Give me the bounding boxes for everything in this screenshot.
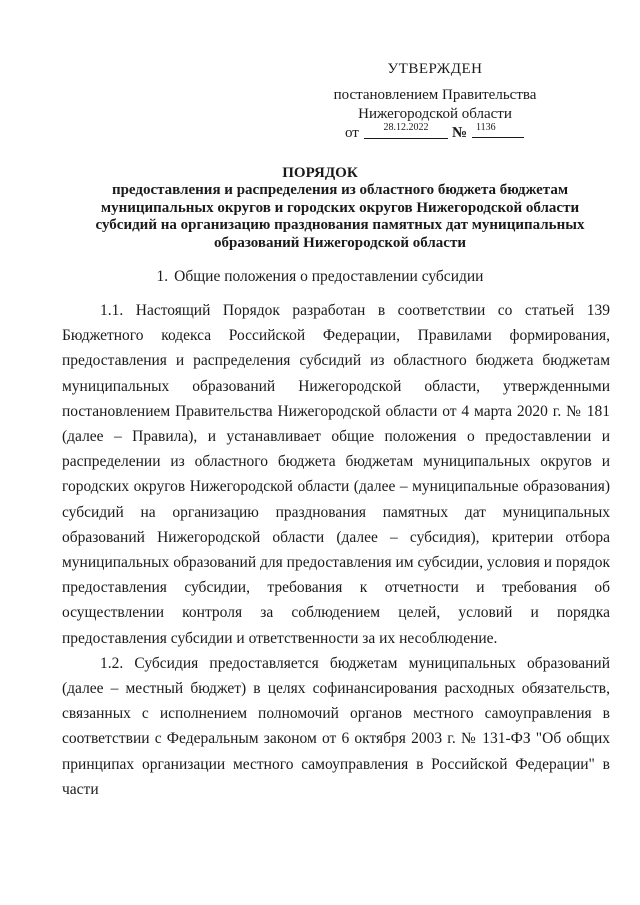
- document-body: [62, 298, 610, 802]
- approval-line-2: Нижегородской области: [358, 106, 512, 122]
- document-title: ПОРЯДОК: [282, 165, 358, 181]
- approval-heading: УТВЕРЖДЕН: [387, 61, 483, 77]
- number-label: №: [452, 125, 468, 141]
- section-heading: [0, 268, 640, 286]
- approval-date: 28.12.2022: [364, 120, 448, 139]
- from-label: от: [345, 125, 359, 141]
- approval-line-1: постановлением Правительства: [333, 87, 537, 103]
- document-subtitle: предоставления и распределения из областного бюджета бюджетам муниципальных округов и городских округов Нижегородской области субсидий на организацию празднования памятных дат муниципальных образований Нижегородской области: [95, 182, 585, 251]
- paragraph-1-2: 1.2. Субсидия предоставляется бюджетам муниципальных образований (далее – местный бюджет) в целях софинансирования расходных обязательств, связанных с исполнением полномочий органов местного самоуправления в соответствии с Федеральным законом от 6 октября 2003 г. № 131-ФЗ "Об общих принципах организации местного самоуправления в Российской Федерации" в части: [62, 654, 610, 798]
- section-title: Общие положения о предоставлении субсидии: [174, 268, 484, 285]
- section-number: 1.: [156, 268, 169, 285]
- paragraph-1-1: 1.1. Настоящий Порядок разработан в соответствии со статьей 139 Бюджетного кодекса Российской Федерации, Правилами формирования, предоставления и распределения субсидий из областного бюджета бюджетам муниципальных образований Нижегородской области, утвержденными постановлением Правительства Нижегородской области от 4 марта 2020 г. № 181 (далее – Правила), и устанавливает общие положения о предоставлении и распределении из областного бюджета бюджетам муниципальных округов и городских округов Нижегородской области (далее – муниципальные образования) субсидий на организацию празднования памятных дат муниципальных образований Нижегородской области (далее – субсидия), критерии отбора муниципальных образований для предоставления им субсидии, условия и порядок предоставления субсидии, требования к отчетности и требования об осуществлении контроля за соблюдением целей, условий и порядка предоставления субсидии и ответственности за их несоблюдение.: [62, 302, 610, 647]
- approval-number: 1136: [472, 120, 524, 138]
